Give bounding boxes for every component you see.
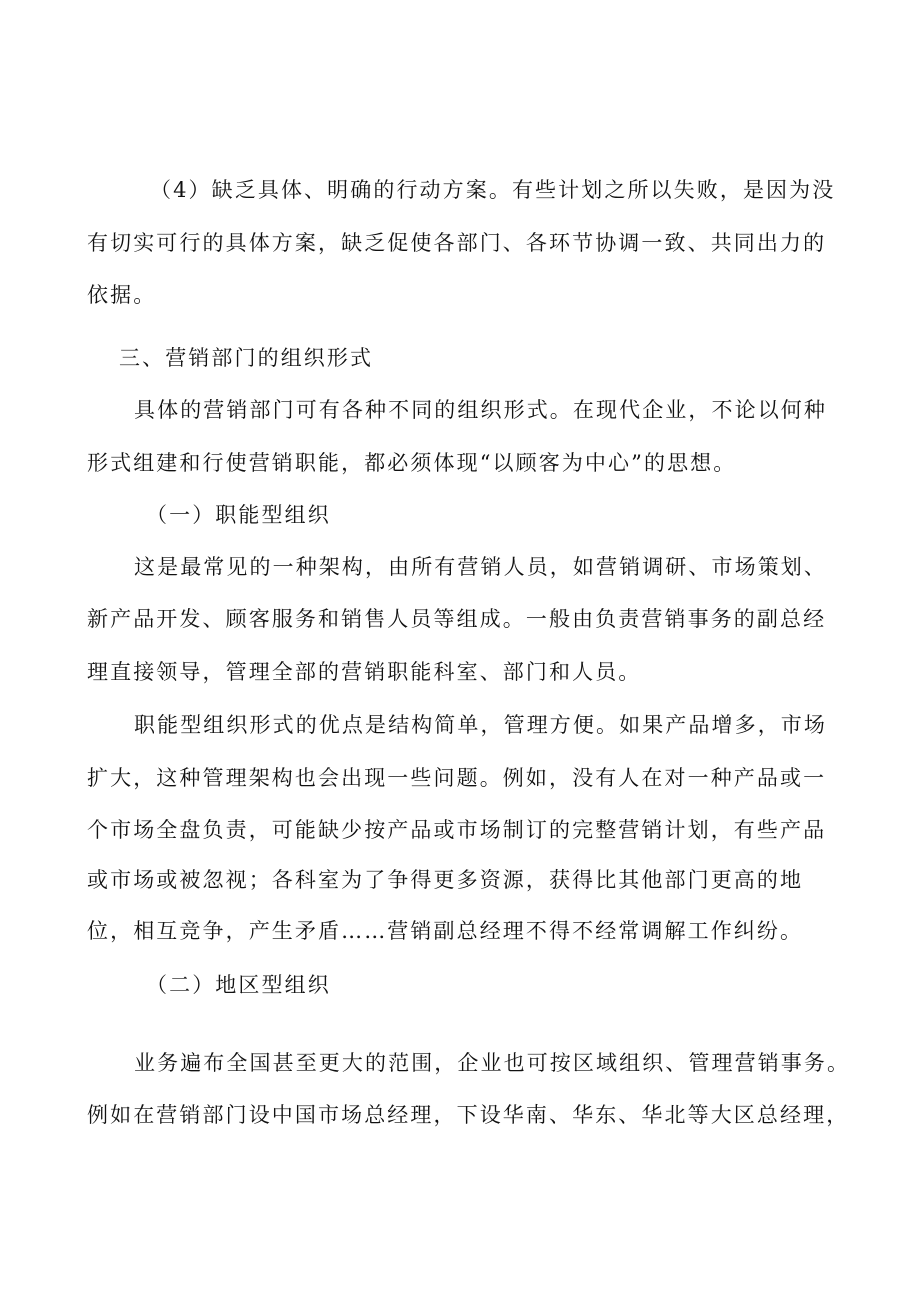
subsection-1-para-2-line-2: 扩大，这种管理架构也会出现一些问题。例如，没有人在对一种产品或一 [87,766,827,790]
subsection-1-para-1-line-1: 这是最常见的一种架构，由所有营销人员，如营销调研、市场策划、 [134,555,827,579]
subsection-2-para-1-line-2: 例如在营销部门设中国市场总经理，下设华南、华东、华北等大区总经理， [87,1103,850,1127]
subsection-1-para-2-line-1: 职能型组织形式的优点是结构简单，管理方便。如果产品增多，市场 [134,713,827,737]
paragraph-4-line-1: （4）缺乏具体、明确的行动方案。有些计划之所以失败，是因为没 [150,178,836,202]
section-3-heading: 三、营销部门的组织形式 [119,346,374,370]
subsection-1-para-2-line-5: 位，相互竞争，产生矛盾……营销副总经理不得不经常调解工作纠纷。 [87,919,804,943]
section-3-intro-line-1: 具体的营销部门可有各种不同的组织形式。在现代企业，不论以何种 [134,398,827,422]
subsection-2-heading: （二）地区型组织 [146,973,331,997]
subsection-2-para-1-line-1: 业务遍布全国甚至更大的范围，企业也可按区域组织、管理营销事务。 [134,1051,851,1075]
section-3-intro-line-2: 形式组建和行使营销职能，都必须体现“以顾客为中心”的思想。 [87,451,737,475]
subsection-1-para-1-line-2: 新产品开发、顾客服务和销售人员等组成。一般由负责营销事务的副总经 [87,607,827,631]
subsection-1-para-1-line-3: 理直接领导，管理全部的营销职能科室、部门和人员。 [87,660,642,684]
paragraph-4-line-2: 有切实可行的具体方案，缺乏促使各部门、各环节协调一致、共同出力的 [87,231,827,255]
subsection-1-para-2-line-3: 个市场全盘负责，可能缺少按产品或市场制订的完整营销计划，有些产品 [87,818,827,842]
paragraph-4-line-3: 依据。 [87,283,157,307]
subsection-1-heading: （一）职能型组织 [146,503,331,527]
subsection-1-para-2-line-4: 或市场或被忽视；各科室为了争得更多资源，获得比其他部门更高的地 [87,868,804,892]
